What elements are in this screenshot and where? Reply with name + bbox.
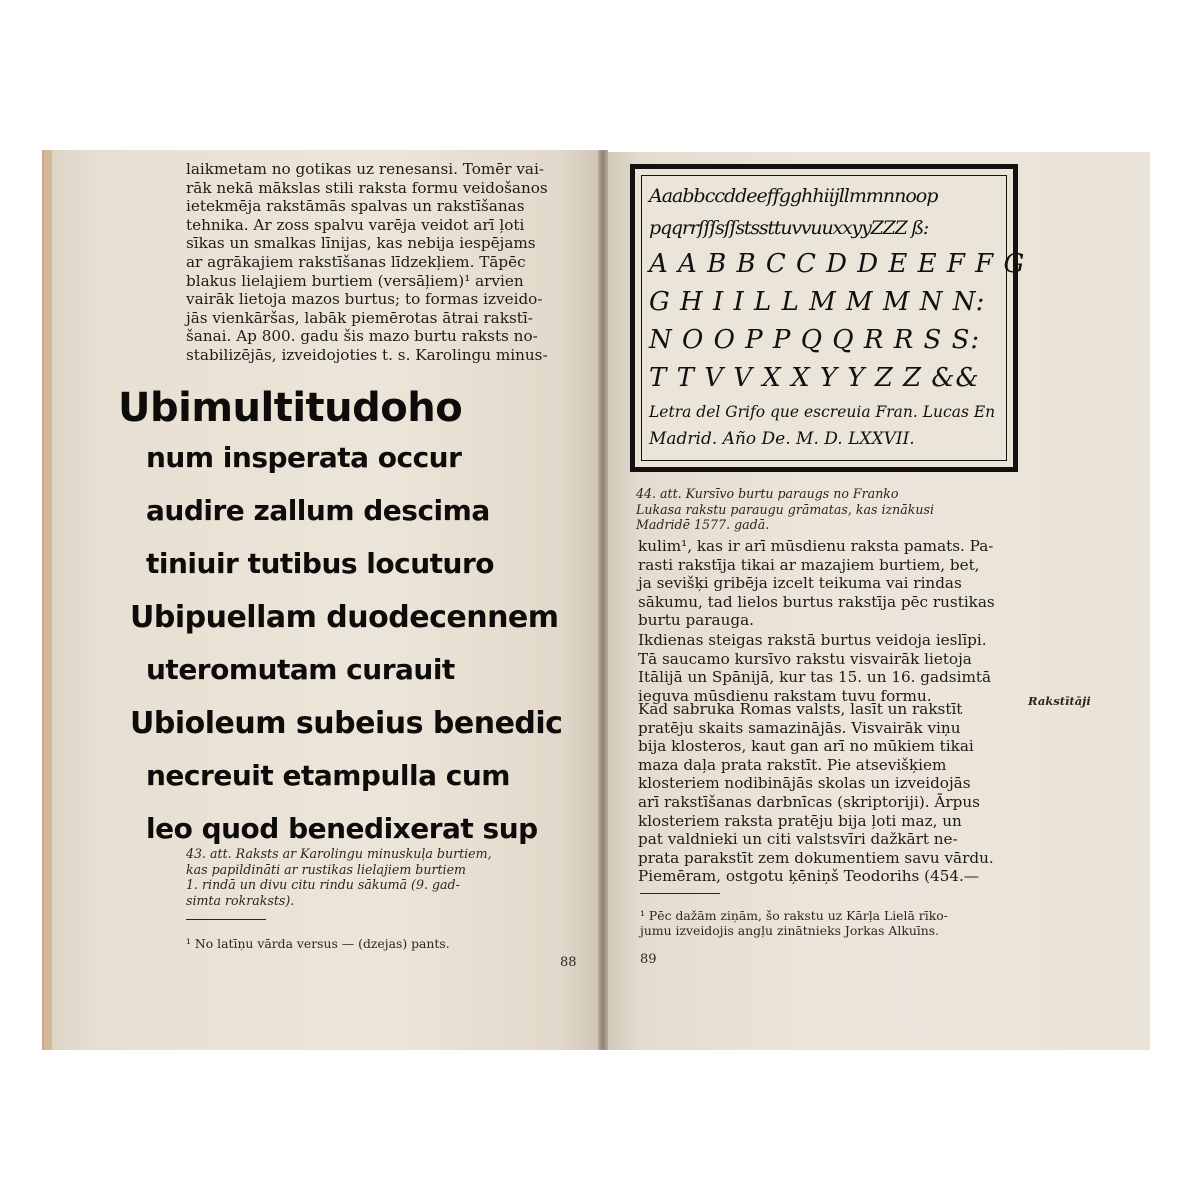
text-line: rasti rakstīja tikai ar mazajiem burtiem, bet, xyxy=(638,555,980,574)
text-line: kulim¹, kas ir arī mūsdienu raksta pamats. Pa- xyxy=(638,537,994,555)
text-line: Ikdienas steigas rakstā burtus veidoja ieslīpi. xyxy=(638,631,987,649)
text-line: pratēju skaits samazinājās. Visvairāk viņu xyxy=(638,718,961,737)
text-line: jās vienkāršas, labāk piemērotas ātrai rakstī- xyxy=(186,308,533,327)
text-line: bija klosteros, kaut gan arī no mūkiem tikai xyxy=(638,737,974,756)
text-line: ietekmēja rakstāmās spalvas un rakstīšanas xyxy=(186,197,525,216)
text-line: pat valdnieki un citi valstsvīri dažkārt ne- xyxy=(638,830,958,849)
text-line: vairāk lietoja mazos burtus; to formas izveido- xyxy=(186,290,543,309)
caption-line: Madridē 1577. gadā. xyxy=(636,517,770,533)
footnote-line: jumu izveidojis angļu zinātnieks Jorkas Alkuīns. xyxy=(640,923,940,938)
carolingian-minuscule-specimen xyxy=(118,385,590,865)
page-number-right: 89 xyxy=(640,952,657,967)
specimen-line: Ubioleum subeius benedic xyxy=(130,706,563,741)
text-line: maza daļa prata rakstīt. Pie atsevišķiem xyxy=(638,755,947,774)
text-line: tehnika. Ar zoss spalvu varēja veidot arī ļoti xyxy=(186,215,525,234)
right-paragraph-1 xyxy=(638,537,1020,630)
text-line: arī rakstīšanas darbnīcas (skriptoriji). Ārpus xyxy=(638,792,980,811)
figure-44-caption xyxy=(636,486,996,533)
footnote-line: ¹ Pēc dažām ziņām, šo rakstu uz Kārļa Lielā rīko- xyxy=(640,908,948,923)
text-line: klosteriem nodibinājās skolas un izveidojās xyxy=(638,774,971,793)
specimen-line: necreuit etampulla cum xyxy=(146,759,510,792)
text-line: blakus lielajiem burtiem (versāļiem)¹ arvien xyxy=(186,271,524,290)
caption-line: simta rokraksts). xyxy=(186,892,295,908)
text-line: klosteriem raksta pratēju bija ļoti maz, un xyxy=(638,811,962,830)
specimen-line: T T V V X X Y Y Z Z && xyxy=(649,363,980,393)
text-line: prata parakstīt zem dokumentiem savu vārdu. xyxy=(638,848,994,867)
text-line: ja sevišķi gribēja izcelt teikuma vai rindas xyxy=(638,574,962,593)
caption-line: kas papildināti ar rustikas lielajiem burtiem xyxy=(186,861,466,877)
text-line: Tā saucamo kursīvo rakstu visvairāk lietoja xyxy=(638,649,972,668)
specimen-line: pqqrrſſſsſſstssttuvvuuxxyyZZZ ß: xyxy=(649,217,929,239)
specimen-line: Ubipuellam duodecennem xyxy=(130,600,559,635)
text-line: burtu parauga. xyxy=(638,611,754,630)
specimen-line: num insperata occur xyxy=(146,441,462,474)
text-line: Itālijā un Spānijā, kur tas 15. un 16. gadsimtā xyxy=(638,668,992,687)
specimen-line: Aaabbccddeeffgghhiijllmmnnoop xyxy=(649,185,938,207)
specimen-line: uteromutam curauit xyxy=(146,653,455,686)
text-line: stabilizējās, izveidojoties t. s. Karolingu minus- xyxy=(186,345,548,364)
specimen-line: tiniuir tutibus locuturo xyxy=(146,547,495,580)
italic-script-specimen xyxy=(630,164,1026,472)
text-line: sākumu, tad lielos burtus rakstīja pēc rustikas xyxy=(638,592,995,611)
specimen-line: A A B B C C D D E E F F G xyxy=(649,249,1026,279)
text-line: ar agrākajiem rakstīšanas līdzekļiem. Tāpēc xyxy=(186,252,526,271)
left-footnote: ¹ No latīņu vārda versus — (dzejas) pants. xyxy=(186,936,450,951)
specimen-line: Letra del Grifo que escreuia Fran. Lucas En xyxy=(649,403,996,421)
text-line: Kad sabruka Romas valsts, lasīt un rakstīt xyxy=(638,700,963,718)
text-line: laikmetam no gotikas uz renesansi. Tomēr vai- xyxy=(186,160,544,178)
caption-line: 1. rindā un divu citu rindu sākumā (9. gad- xyxy=(186,877,460,893)
left-paragraph xyxy=(186,160,588,365)
text-line: Piemēram, ostgotu ķēniņš Teodorihs (454.— xyxy=(638,867,980,886)
text-line: sīkas un smalkas līnijas, kas nebija iespējams xyxy=(186,234,536,253)
text-line: ieguva mūsdienu rakstam tuvu formu. xyxy=(638,686,932,705)
caption-line: 43. att. Raksts ar Karolingu minuskuļa burtiem, xyxy=(186,846,492,861)
footnote-divider xyxy=(640,893,720,894)
caption-line: Lukasa rakstu paraugu grāmatas, kas iznākusi xyxy=(636,501,934,517)
margin-note: Rakstītāji xyxy=(1028,694,1091,708)
specimen-line: G H I I L L M M M N N: xyxy=(649,287,986,317)
specimen-line: leo quod benedixerat sup xyxy=(146,812,538,845)
specimen-line: Madrid. Año De. M. D. LXXVII. xyxy=(649,429,915,449)
right-paragraph-2 xyxy=(638,631,1020,705)
text-line: rāk nekā mākslas stili raksta formu veidošanos xyxy=(186,178,548,197)
text-line: šanai. Ap 800. gadu šis mazo burtu raksts no- xyxy=(186,327,538,346)
caption-line: 44. att. Kursīvo burtu paraugs no Franko xyxy=(636,486,899,501)
specimen-line: N O O P P Q Q R R S S: xyxy=(649,325,981,355)
specimen-line: audire zallum descima xyxy=(146,494,490,527)
specimen-line: Ubimultitudoho xyxy=(118,385,463,431)
figure-43-caption xyxy=(186,846,542,908)
right-footnote xyxy=(640,908,1022,938)
book-gutter xyxy=(598,150,608,1050)
page-number-left: 88 xyxy=(560,955,577,970)
footnote-divider xyxy=(186,919,266,920)
right-paragraph-3 xyxy=(638,700,1020,886)
